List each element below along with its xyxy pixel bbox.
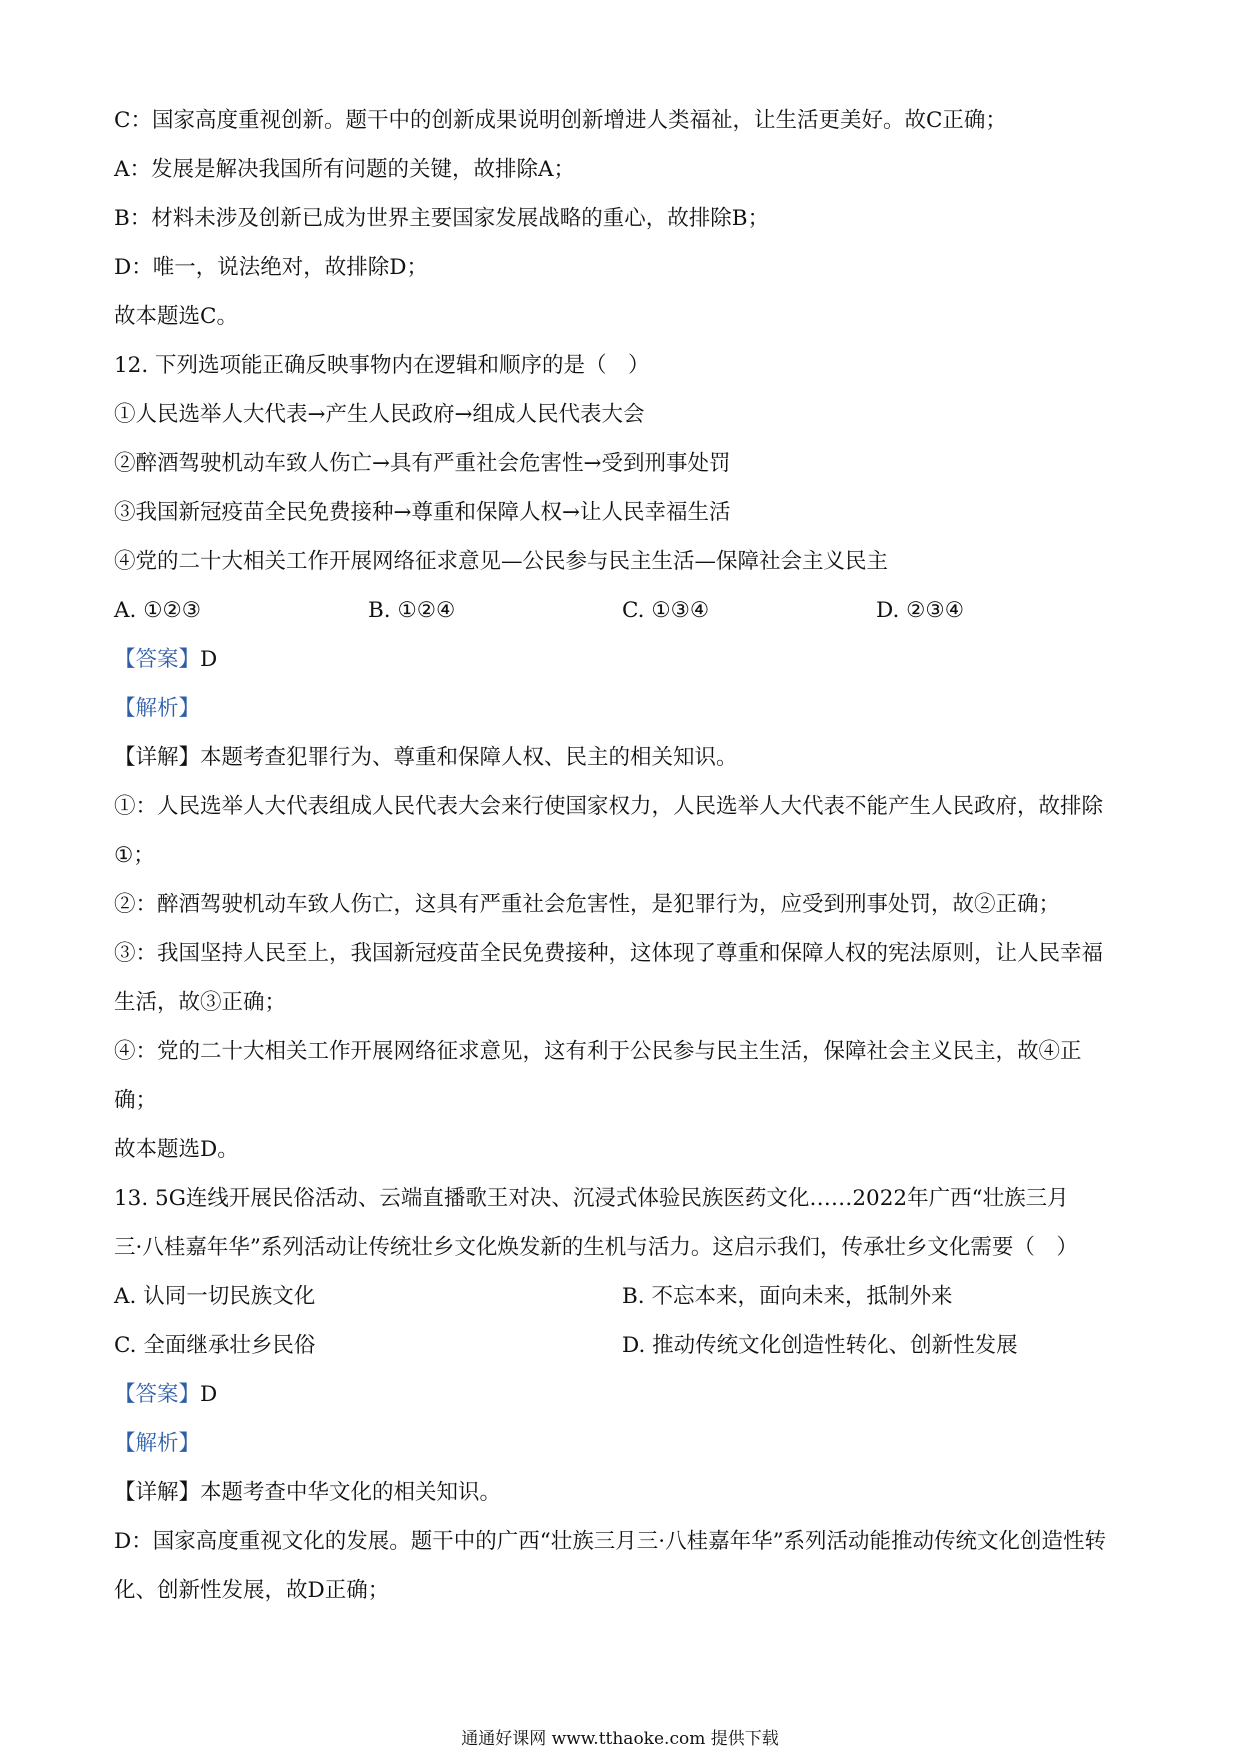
q13-option-d: D. 推动传统文化创造性转化、创新性发展 [622,1333,1018,1358]
answer-value: D [200,647,218,672]
q12-expl-1-line-1: ①：人民选举人大代表组成人民代表大会来行使国家权力，人民选举人大代表不能产生人民政府，故排除 [114,794,1104,819]
prev-explanation-a: A：发展是解决我国所有问题的关键，故排除A； [114,157,576,182]
q12-option-a: A. ①②③ [114,598,202,623]
q12-option-c: C. ①③④ [622,598,710,623]
prev-explanation-c: C：国家高度重视创新。题干中的创新成果说明创新增进人类福祉，让生活更美好。故C正确； [114,108,1007,133]
q13-option-a: A. 认同一切民族文化 [114,1284,316,1309]
answer-tag: 【答案】 [114,647,201,672]
detail-tag: 【详解】 [114,1480,201,1505]
q12-expl-4-line-1: ④：党的二十大相关工作开展网络征求意见，这有利于公民参与民主生活，保障社会主义民主，故④正 [114,1039,1082,1064]
q13-stem-line-2: 三·八桂嘉年华”系列活动让传统壮乡文化焕发新的生机与活力。这启示我们，传承壮乡文化需要（ ） [114,1235,1078,1260]
document-body [114,98,1134,1617]
answer-value: D [200,1382,218,1407]
detail-intro: 本题考查中华文化的相关知识。 [200,1480,502,1505]
q12-item-1: ①人民选举人大代表→产生人民政府→组成人民代表大会 [114,402,645,427]
q13-stem-line-1: 13. 5G连线开展民俗活动、云端直播歌王对决、沉浸式体验民族医药文化……2022年广西“壮族三月 [114,1186,1069,1211]
q13-option-c: C. 全面继承壮乡民俗 [114,1333,316,1358]
prev-explanation-d: D：唯一，说法绝对，故排除D； [114,255,428,280]
detail-intro: 本题考查犯罪行为、尊重和保障人权、民主的相关知识。 [200,745,738,770]
q13-options-row-2 [114,1323,1134,1372]
detail-tag: 【详解】 [114,745,201,770]
analysis-tag: 【解析】 [114,696,201,721]
q12-stem: 12. 下列选项能正确反映事物内在逻辑和顺序的是（ ） [114,353,650,378]
q13-answer [114,1372,1134,1421]
q12-expl-3-line-2: 生活，故③正确； [114,990,287,1015]
q12-item-2: ②醉酒驾驶机动车致人伤亡→具有严重社会危害性→受到刑事处罚 [114,451,731,476]
prev-explanation-b: B：材料未涉及创新已成为世界主要国家发展战略的重心，故排除B； [114,206,770,231]
q12-expl-3-line-1: ③：我国坚持人民至上，我国新冠疫苗全民免费接种，这体现了尊重和保障人权的宪法原则，让人民幸福 [114,941,1104,966]
q12-option-d: D. ②③④ [876,598,964,623]
q13-detail [114,1470,1134,1519]
q12-expl-4-line-2: 确； [114,1088,158,1113]
q12-item-3: ③我国新冠疫苗全民免费接种→尊重和保障人权→让人民幸福生活 [114,500,731,525]
q12-expl-1-line-2: ①； [114,843,155,868]
q12-options [114,588,1134,637]
q13-option-b: B. 不忘本来，面向未来，抵制外来 [622,1284,953,1309]
q12-conclusion: 故本题选D。 [114,1137,239,1162]
q12-analysis [114,686,1134,735]
q12-expl-2: ②：醉酒驾驶机动车致人伤亡，这具有严重社会危害性，是犯罪行为，应受到刑事处罚，故②正确； [114,892,1061,917]
q13-expl-line-1: D：国家高度重视文化的发展。题干中的广西“壮族三月三·八桂嘉年华”系列活动能推动传统文化创造性转 [114,1529,1107,1554]
page-footer: 通通好课网 www.tthaoke.com 提供下载 [461,1729,779,1749]
q13-analysis [114,1421,1134,1470]
prev-conclusion: 故本题选C。 [114,304,238,329]
analysis-tag: 【解析】 [114,1431,201,1456]
q13-options-row-1 [114,1274,1134,1323]
q12-detail [114,735,1134,784]
answer-tag: 【答案】 [114,1382,201,1407]
q12-answer [114,637,1134,686]
q13-expl-line-2: 化、创新性发展，故D正确； [114,1578,390,1603]
q12-option-b: B. ①②④ [368,598,456,623]
q12-item-4: ④党的二十大相关工作开展网络征求意见—公民参与民主生活—保障社会主义民主 [114,549,889,574]
